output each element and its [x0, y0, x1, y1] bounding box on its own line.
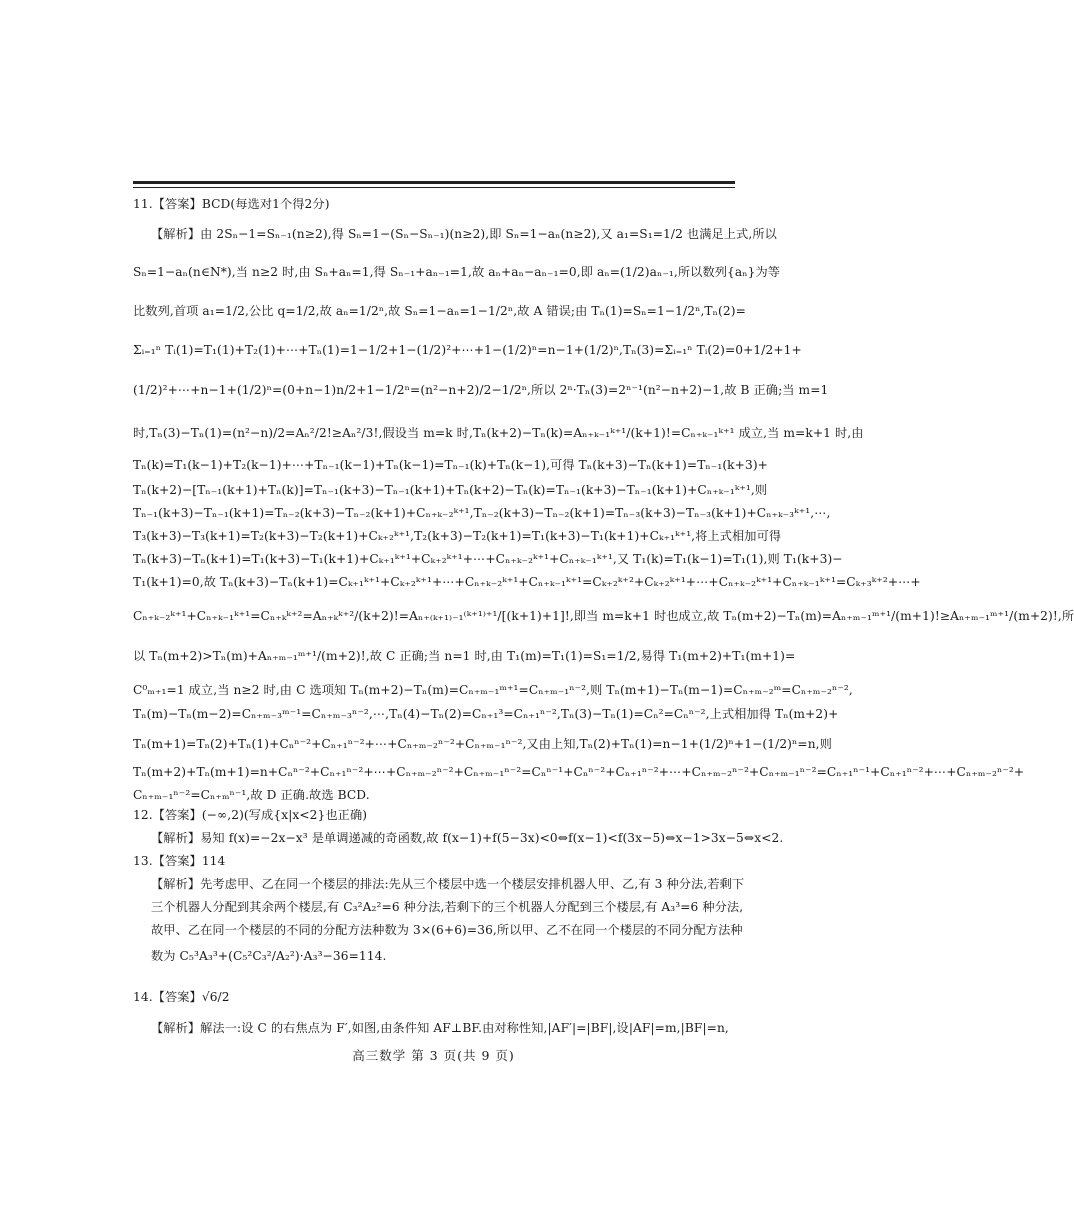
q11-solution-line-16: Tₙ(m)−Tₙ(m−2)=Cₙ₊ₘ₋₃ᵐ⁻¹=Cₙ₊ₘ₋₃ⁿ⁻²,⋯,Tₙ(4)−Tₙ(2)=Cₙ₊₁³=Cₙ₊₁ⁿ⁻²,Tₙ(3)−Tₙ(1)=Cₙ²=Cₙⁿ⁻²,上式相加得 Tₙ(m+2)+: [133, 707, 839, 721]
q14-answer: 14.【答案】√6/2: [133, 990, 230, 1004]
q11-solution-line-2: Sₙ=1−aₙ(n∈N*),当 n≥2 时,由 Sₙ+aₙ=1,得 Sₙ₋₁+aₙ₋₁=1,故 aₙ+aₙ−aₙ₋₁=0,即 aₙ=(1/2)aₙ₋₁,所以数列{aₙ}为等: [133, 265, 781, 279]
q11-solution-line-1: 【解析】由 2Sₙ−1=Sₙ₋₁(n≥2),得 Sₙ=1−(Sₙ−Sₙ₋₁)(n≥2),即 Sₙ=1−aₙ(n≥2),又 a₁=S₁=1/2 也满足上式,所以: [151, 227, 777, 241]
q13-answer: 13.【答案】114: [133, 854, 226, 868]
q11-solution-line-17: Tₙ(m+1)=Tₙ(2)+Tₙ(1)+Cₙⁿ⁻²+Cₙ₊₁ⁿ⁻²+⋯+Cₙ₊ₘ₋₂ⁿ⁻²+Cₙ₊ₘ₋₁ⁿ⁻²,又由上知,Tₙ(2)+Tₙ(1)=n−1+(1/2)ⁿ+1−(1/2)ⁿ=n,则: [133, 737, 832, 751]
q11-solution-line-9: Tₙ₋₁(k+3)−Tₙ₋₁(k+1)=Tₙ₋₂(k+3)−Tₙ₋₂(k+1)+Cₙ₊ₖ₋₂ᵏ⁺¹,Tₙ₋₂(k+3)−Tₙ₋₂(k+1)=Tₙ₋₃(k+3)−Tₙ₋₃(k+1)+Cₙ₊ₖ₋₃ᵏ⁺¹,⋯,: [133, 506, 831, 520]
q12-answer: 12.【答案】(−∞,2)(写成{x|x<2}也正确): [133, 808, 368, 822]
q11-solution-line-7: Tₙ(k)=T₁(k−1)+T₂(k−1)+⋯+Tₙ₋₁(k−1)+Tₙ(k−1)=Tₙ₋₁(k)+Tₙ(k−1),可得 Tₙ(k+3)−Tₙ(k+1)=Tₙ₋₁(k+3)+: [133, 458, 768, 472]
q13-solution-line-1: 【解析】先考虑甲、乙在同一个楼层的排法:先从三个楼层中选一个楼层安排机器人甲、乙,有 3 种分法,若剩下: [151, 877, 745, 891]
q11-solution-line-10: T₃(k+3)−T₃(k+1)=T₂(k+3)−T₂(k+1)+Cₖ₊₂ᵏ⁺¹,T₂(k+3)−T₂(k+1)=T₁(k+3)−T₁(k+1)+Cₖ₊₁ᵏ⁺¹,将上式相加可得: [133, 529, 782, 543]
q13-solution-line-3: 故甲、乙在同一个楼层的不同的分配方法种数为 3×(6+6)=36,所以甲、乙不在同一个楼层的不同分配方法种: [151, 923, 743, 937]
page-footer: 高三数学 第 3 页(共 9 页): [352, 1048, 515, 1063]
q11-solution-line-11: Tₙ(k+3)−Tₙ(k+1)=T₁(k+3)−T₁(k+1)+Cₖ₊₁ᵏ⁺¹+Cₖ₊₂ᵏ⁺¹+⋯+Cₙ₊ₖ₋₂ᵏ⁺¹+Cₙ₊ₖ₋₁ᵏ⁺¹,又 T₁(k)=T₁(k−1)=T₁(1),则 T₁(k+3)−: [133, 552, 843, 566]
q11-solution-line-13: Cₙ₊ₖ₋₂ᵏ⁺¹+Cₙ₊ₖ₋₁ᵏ⁺¹=Cₙ₊ₖᵏ⁺²=Aₙ₊ₖᵏ⁺²/(k+2)!=Aₙ₊₍ₖ₊₁₎₋₁⁽ᵏ⁺¹⁾⁺¹/[(k+1)+1]!,即当 m=k+1 时也成立,故 Tₙ(m+2)−Tₙ(m)=Aₙ₊ₘ₋₁ᵐ⁺¹/(m+1)!≥Aₙ₊ₘ₋₁ᵐ⁺¹/(m+2)!,所: [133, 609, 1074, 623]
q14-solution-line-1: 【解析】解法一:设 C 的右焦点为 F′,如图,由条件知 AF⊥BF.由对称性知,|AF′|=|BF|,设|AF|=m,|BF|=n,: [151, 1021, 729, 1035]
q11-solution-line-12: T₁(k+1)=0,故 Tₙ(k+3)−Tₙ(k+1)=Cₖ₊₁ᵏ⁺¹+Cₖ₊₂ᵏ⁺¹+⋯+Cₙ₊ₖ₋₂ᵏ⁺¹+Cₙ₊ₖ₋₁ᵏ⁺¹=Cₖ₊₂ᵏ⁺²+Cₖ₊₂ᵏ⁺¹+⋯+Cₙ₊ₖ₋₂ᵏ⁺¹+Cₙ₊ₖ₋₁ᵏ⁺¹=Cₖ₊₃ᵏ⁺²+⋯+: [133, 575, 921, 589]
q11-solution-line-5: (1/2)²+⋯+n−1+(1/2)ⁿ=(0+n−1)n/2+1−1/2ⁿ=(n²−n+2)/2−1/2ⁿ,所以 2ⁿ·Tₙ(3)=2ⁿ⁻¹(n²−n+2)−1,故 B 正确;当 m=1: [133, 383, 829, 397]
q11-solution-line-14: 以 Tₙ(m+2)>Tₙ(m)+Aₙ₊ₘ₋₁ᵐ⁺¹/(m+2)!,故 C 正确;当 n=1 时,由 T₁(m)=T₁(1)=S₁=1/2,易得 T₁(m+2)+T₁(m+1)=: [133, 649, 796, 663]
q12-solution: 【解析】易知 f(x)=−2x−x³ 是单调递减的奇函数,故 f(x−1)+f(5−3x)<0⇔f(x−1)<f(3x−5)⇔x−1>3x−5⇔x<2.: [151, 831, 784, 845]
q11-answer: 11.【答案】BCD(每选对1个得2分): [133, 197, 330, 211]
q11-solution-line-19: Cₙ₊ₘ₋₁ⁿ⁻²=Cₙ₊ₘⁿ⁻¹,故 D 正确.故选 BCD.: [133, 788, 370, 802]
q11-solution-line-18: Tₙ(m+2)+Tₙ(m+1)=n+Cₙⁿ⁻²+Cₙ₊₁ⁿ⁻²+⋯+Cₙ₊ₘ₋₂ⁿ⁻²+Cₙ₊ₘ₋₁ⁿ⁻²=Cₙⁿ⁻¹+Cₙⁿ⁻²+Cₙ₊₁ⁿ⁻²+⋯+Cₙ₊ₘ₋₂ⁿ⁻²+Cₙ₊ₘ₋₁ⁿ⁻²=Cₙ₊₁ⁿ⁻¹+Cₙ₊₁ⁿ⁻²+⋯+Cₙ₊ₘ₋₂ⁿ⁻²+: [133, 765, 1025, 779]
header-rule: [133, 181, 735, 188]
q11-solution-line-4: Σᵢ₌₁ⁿ Tᵢ(1)=T₁(1)+T₂(1)+⋯+Tₙ(1)=1−1/2+1−(1/2)²+⋯+1−(1/2)ⁿ=n−1+(1/2)ⁿ,Tₙ(3)=Σᵢ₌₁ⁿ Tᵢ(2)=0+1/2+1+: [133, 343, 802, 357]
q11-solution-line-15: C⁰ₘ₊₁=1 成立,当 n≥2 时,由 C 选项知 Tₙ(m+2)−Tₙ(m)=Cₙ₊ₘ₋₁ᵐ⁺¹=Cₙ₊ₘ₋₁ⁿ⁻²,则 Tₙ(m+1)−Tₙ(m−1)=Cₙ₊ₘ₋₂ᵐ=Cₙ₊ₘ₋₂ⁿ⁻²,: [133, 683, 853, 697]
q13-solution-line-4: 数为 C₅³A₃³+(C₅²C₃²/A₂²)·A₃³−36=114.: [151, 949, 387, 963]
q11-solution-line-3: 比数列,首项 a₁=1/2,公比 q=1/2,故 aₙ=1/2ⁿ,故 Sₙ=1−aₙ=1−1/2ⁿ,故 A 错误;由 Tₙ(1)=Sₙ=1−1/2ⁿ,Tₙ(2)=: [133, 304, 746, 318]
q11-solution-line-6: 时,Tₙ(3)−Tₙ(1)=(n²−n)/2=Aₙ²/2!≥Aₙ²/3!,假设当 m=k 时,Tₙ(k+2)−Tₙ(k)=Aₙ₊ₖ₋₁ᵏ⁺¹/(k+1)!=Cₙ₊ₖ₋₁ᵏ⁺¹ 成立,当 m=k+1 时,由: [133, 426, 864, 440]
q13-solution-line-2: 三个机器人分配到其余两个楼层,有 C₃²A₂²=6 种分法,若剩下的三个机器人分配到三个楼层,有 A₃³=6 种分法,: [151, 900, 744, 914]
q11-solution-line-8: Tₙ(k+2)−[Tₙ₋₁(k+1)+Tₙ(k)]=Tₙ₋₁(k+3)−Tₙ₋₁(k+1)+Tₙ(k+2)−Tₙ(k)=Tₙ₋₁(k+3)−Tₙ₋₁(k+1)+Cₙ₊ₖ₋₁ᵏ⁺¹,则: [133, 483, 768, 497]
